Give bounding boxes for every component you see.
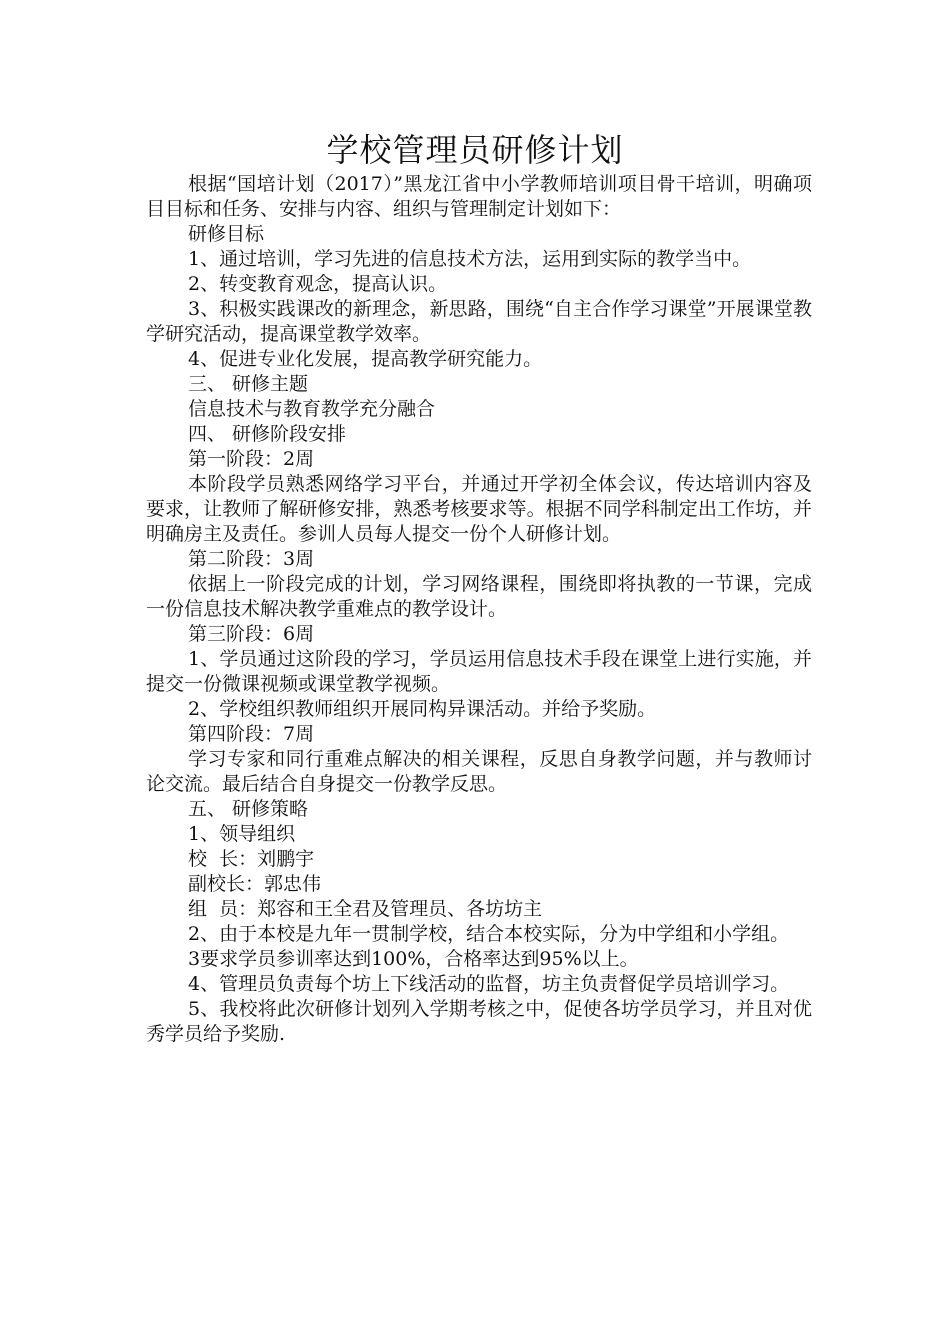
- paragraph: 本阶段学员熟悉网络学习平台，并通过开学初全体会议，传达培训内容及要求，让教师了解研修安排，熟悉考核要求等。根据不同学科制定出工作坊，并明确房主及责任。参训人员每人提交一份个人研修计划。: [146, 473, 812, 545]
- paragraph: 3要求学员参训率达到100%，合格率达到95%以上。: [188, 948, 639, 970]
- document-title: 学校管理员研修计划: [326, 131, 624, 169]
- paragraph: 副校长：郭忠伟: [188, 873, 322, 895]
- paragraph: 2、转变教育观念，提高认识。: [188, 273, 448, 295]
- paragraph: 2、由于本校是九年一贯制学校，结合本校实际，分为中学组和小学组。: [188, 923, 790, 945]
- paragraph: 学习专家和同行重难点解决的相关课程，反思自身教学问题，并与教师讨论交流。最后结合自身提交一份教学反思。: [146, 748, 812, 795]
- paragraph: 1、通过培训，学习先进的信息技术方法，运用到实际的教学当中。: [188, 248, 752, 270]
- section-heading-goals: 研修目标: [188, 223, 265, 245]
- paragraph: 3、积极实践课改的新理念，新思路，围绕“自主合作学习课堂”开展课堂教学研究活动，提高课堂教学效率。: [146, 298, 812, 345]
- paragraph: 5、我校将此次研修计划列入学期考核之中，促使各坊学员学习，并且对优秀学员给予奖励.: [146, 998, 812, 1045]
- section-heading-theme: 三、 研修主题: [188, 373, 309, 395]
- document-body: [146, 172, 812, 1047]
- paragraph: 2、学校组织教师组织开展同构异课活动。并给予奖励。: [188, 698, 657, 720]
- section-heading-stages: 四、 研修阶段安排: [188, 423, 347, 445]
- paragraph: 根据“国培计划（2017）”黑龙江省中小学教师培训项目骨干培训，明确项目目标和任务、安排与内容、组织与管理制定计划如下：: [146, 173, 812, 220]
- paragraph: 4、管理员负责每个坊上下线活动的监督，坊主负责督促学员培训学习。: [188, 973, 790, 995]
- paragraph: 4、促进专业化发展，提高教学研究能力。: [188, 348, 543, 370]
- paragraph: 1、学员通过这阶段的学习，学员运用信息技术手段在课堂上进行实施，并提交一份微课视频或课堂教学视频。: [146, 648, 812, 695]
- paragraph: 1、领导组织: [188, 823, 296, 845]
- paragraph: 信息技术与教育教学充分融合: [188, 398, 436, 420]
- stage-heading: 第一阶段：2周: [188, 448, 315, 470]
- stage-heading: 第三阶段：6周: [188, 623, 315, 645]
- section-heading-strategy: 五、 研修策略: [188, 798, 309, 820]
- paragraph: 组 员：郑容和王全君及管理员、各坊坊主: [188, 898, 543, 920]
- stage-heading: 第二阶段：3周: [188, 548, 315, 570]
- stage-heading: 第四阶段：7周: [188, 723, 315, 745]
- paragraph: 依据上一阶段完成的计划，学习网络课程，围绕即将执教的一节课，完成一份信息技术解决教学重难点的教学设计。: [146, 573, 812, 620]
- paragraph: 校 长：刘鹏宇: [188, 848, 315, 870]
